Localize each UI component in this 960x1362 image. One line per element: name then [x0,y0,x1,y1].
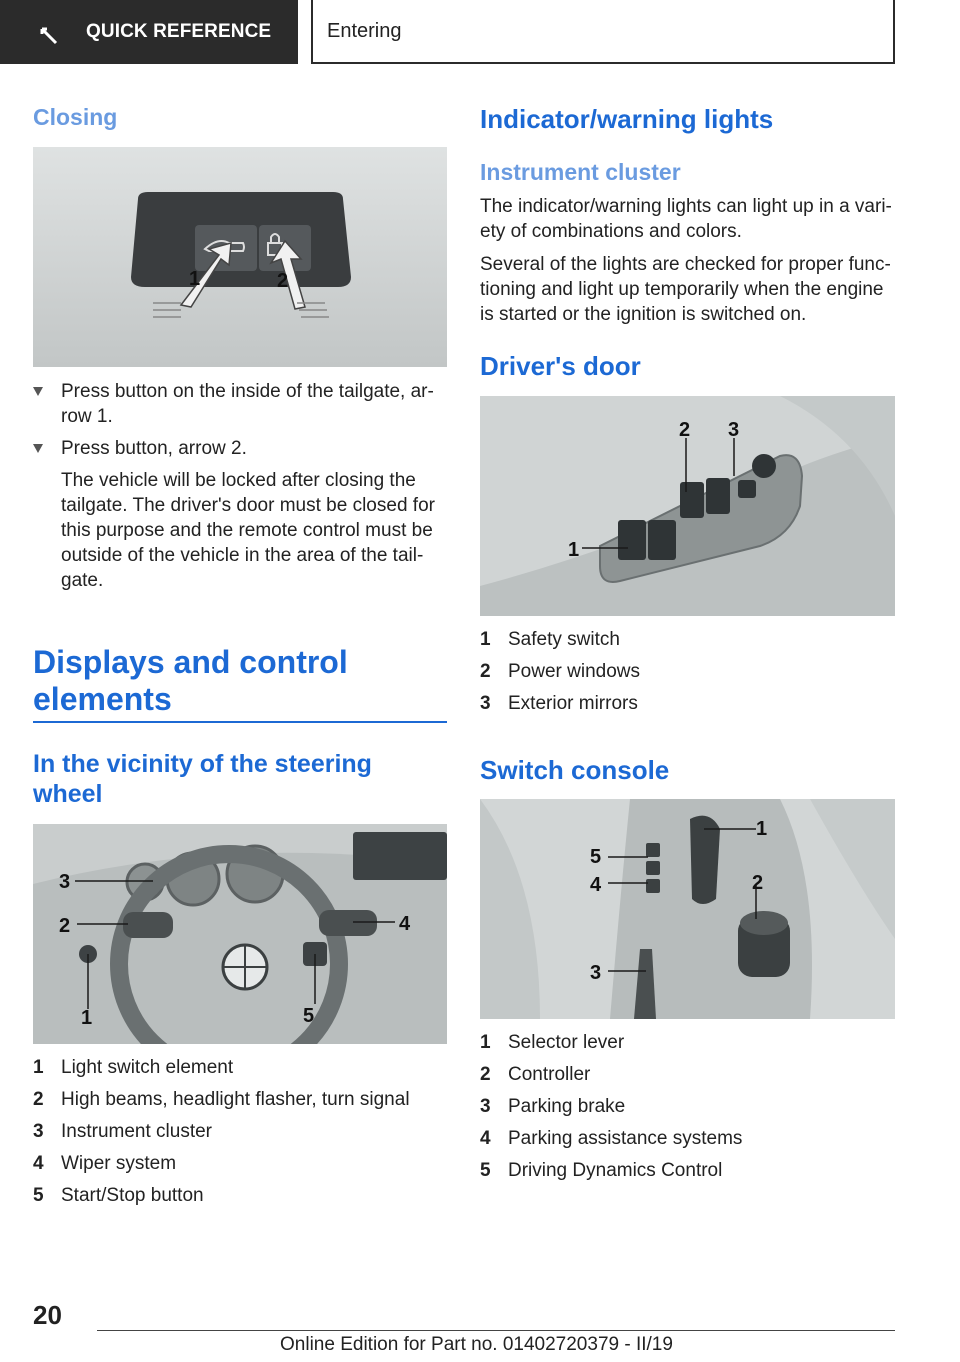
steering-callout-3: 3 [59,871,71,893]
list-item: 1 Selector lever [480,1032,625,1053]
console-callout-5: 5 [590,846,602,868]
quick-reference-label: QUICK REFERENCE [86,21,272,42]
list-item: 3 Exterior mirrors [480,693,638,714]
closing-bullet-2: Press button, arrow 2. [33,436,447,461]
list-item: 4 Parking assistance systems [480,1128,743,1149]
closing-title: Closing [33,104,118,130]
quick-reference-icon [40,27,58,45]
closing-bullet-1: Press button on the inside of the tailgate, ar- row 1. [33,379,447,429]
section-rule [33,721,447,723]
closing-figure [33,147,447,367]
door-callout-3: 3 [728,419,740,441]
list-item: 5 Start/Stop button [33,1185,204,1206]
list-item: 2 Controller [480,1064,591,1085]
instrument-paragraph-2: Several of the lights are checked for proper func- tioning and light up temporarily when the engine is started or the ignition is switched on. [480,254,891,325]
page-number: 20 [33,1300,62,1330]
door-callout-1: 1 [568,539,580,561]
console-callout-4: 4 [590,874,602,896]
closing-callout-1: 1 [189,268,201,290]
list-item: 1 Light switch element [33,1057,234,1078]
closing-note: The vehicle will be locked after closing the tailgate. The driver's door must be closed for this purpose and the remote control must be outside of the vehicle in the area of the tail- gate. [61,470,435,591]
closing-callout-2: 2 [277,270,289,292]
console-legend [480,1032,895,1192]
instrument-paragraph-1: The indicator/warning lights can light up in a vari- ety of combinations and colors. [480,196,892,242]
footer-rule [97,1330,895,1331]
quick-reference-tab[interactable] [0,0,298,64]
list-item: 3 Instrument cluster [33,1121,212,1142]
steering-figure [33,824,447,1044]
list-item: 2 Power windows [480,661,640,682]
displays-title: Displays and control elements [33,644,348,717]
steering-callout-1: 1 [81,1007,93,1029]
steering-callout-5: 5 [303,1005,315,1027]
bullet-triangle-icon [33,444,43,453]
steering-legend [33,1057,447,1217]
door-legend [480,629,895,725]
console-title: Switch console [480,755,670,785]
console-callout-2: 2 [752,872,764,894]
console-callout-3: 3 [590,962,602,984]
steering-callout-2: 2 [59,915,71,937]
steering-title: In the vicinity of the steering wheel [33,750,372,808]
section-header [311,0,895,64]
list-item: 4 Wiper system [33,1153,177,1174]
door-callout-2: 2 [679,419,691,441]
door-figure [480,396,895,616]
instrument-title: Instrument cluster [480,159,681,185]
footer-edition: Online Edition for Part no. 01402720379 - II/19 [280,1334,673,1355]
list-item: 3 Parking brake [480,1096,626,1117]
console-figure [480,799,895,1019]
section-label: Entering [327,19,402,42]
list-item: 1 Safety switch [480,629,620,650]
list-item: 5 Driving Dynamics Control [480,1160,723,1181]
steering-callout-4: 4 [399,913,411,935]
bullet-triangle-icon [33,387,43,396]
indicator-title: Indicator/warning lights [480,104,774,134]
list-item: 2 High beams, headlight flasher, turn signal [33,1089,410,1110]
door-title: Driver's door [480,351,641,381]
console-callout-1: 1 [756,818,768,840]
